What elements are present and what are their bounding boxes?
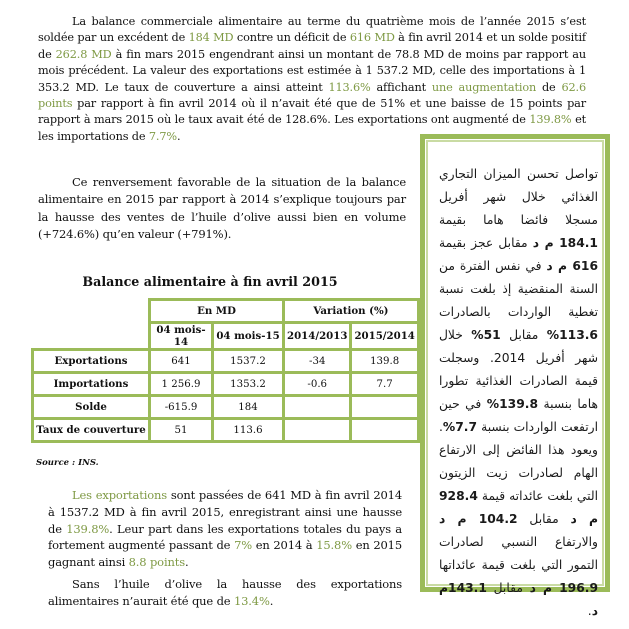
bold-value: 196.9 م د bbox=[529, 581, 599, 595]
table-cell: -0.6 bbox=[284, 373, 351, 396]
arabic-summary-box bbox=[420, 134, 610, 618]
highlight-value: une augmentation bbox=[431, 80, 537, 94]
table-cell: 184 bbox=[213, 396, 284, 419]
highlight-value: 184 MD bbox=[188, 31, 234, 45]
exports-paragraph: Les exportations sont passées de 641 MD à fin avril 2014 à 1537.2 MD à fin avril 2015, enregistrant ainsi une hausse de 139.8%. Leur part dans les exportations totales du pays a fortement augmenté passant de 7% en 2014 à 15.8% en 2015 gagnant ainsi 8.8 points. bbox=[48, 488, 402, 570]
header-2014-2013: 2014/2013 bbox=[284, 323, 351, 350]
table-row bbox=[33, 419, 419, 442]
table-cell: 1537.2 bbox=[213, 350, 284, 373]
header-variation: Variation (%) bbox=[284, 300, 419, 323]
table-cell: -34 bbox=[284, 350, 351, 373]
highlight-value: 262.8 MD bbox=[55, 47, 112, 61]
table-cell bbox=[351, 419, 418, 442]
table-corner-blank bbox=[33, 300, 150, 323]
table-cell: 113.6 bbox=[213, 419, 284, 442]
table-row bbox=[33, 396, 419, 419]
header-2015-2014: 2015/2014 bbox=[351, 323, 418, 350]
table-row bbox=[33, 373, 419, 396]
table-cell: 139.8 bbox=[351, 350, 418, 373]
balance-table bbox=[31, 298, 420, 443]
highlight-value: 7% bbox=[234, 538, 253, 553]
row-label: Exportations bbox=[33, 350, 150, 373]
header-en-md: En MD bbox=[150, 300, 284, 323]
highlight-value: 8.8 points bbox=[128, 555, 185, 570]
bold-value: 184.1 م د bbox=[532, 236, 598, 250]
table-group-header-row bbox=[33, 300, 419, 323]
highlight-value: 139.8% bbox=[66, 521, 110, 536]
table-cell: 641 bbox=[150, 350, 213, 373]
row-label: Taux de couverture bbox=[33, 419, 150, 442]
arabic-summary-text: تواصل تحسن الميزان التجاري الغذائي خلال شهر أفريل مسجلا فائضا هاما بقيمة 184.1 م د مقابل عجز بقيمة 616 م د في نفس الفترة من السنة المنقضية إذ بلغت نسبة تغطية الواردات بالصادرات 113.6% مقابل 51% خلال شهر أفريل 2014. وسجلت قيمة الصادرات الغذائية تطورا هاما بنسبة 139.8% في حين ارتفعت الواردات بنسبة 7.7%. ويعود هذا الفائض إلى الارتفاع الهام لصادرات زيت الزيتون التي بلغت عائداته قيمة 928.4 م د مقابل 104.2 م د والارتفاع النسبي لصادرات التمور التي بلغت قيمة عائداتها 196.9 م د مقابل 143.1م د. bbox=[439, 167, 599, 618]
bold-value: 139.8% bbox=[486, 397, 539, 411]
highlight-value: Les exportations bbox=[72, 488, 168, 502]
table-row bbox=[33, 350, 419, 373]
bold-value: 616 م د bbox=[546, 259, 598, 273]
table-cell: 1353.2 bbox=[213, 373, 284, 396]
bold-value: 104.2 م د bbox=[439, 512, 518, 526]
table-source: Source : INS. bbox=[36, 458, 99, 468]
bold-value: 113.6% bbox=[546, 328, 598, 342]
row-label: Solde bbox=[33, 396, 150, 419]
highlight-value: 616 MD bbox=[349, 31, 395, 45]
table-cell bbox=[284, 396, 351, 419]
highlight-value: 62.6 points bbox=[38, 80, 586, 111]
olive-oil-paragraph: Sans l’huile d’olive la hausse des exportations alimentaires n’aurait été que de 13.4%. bbox=[48, 577, 402, 608]
bold-value: 143.1م د bbox=[439, 581, 598, 618]
table-corner-blank bbox=[33, 323, 150, 350]
bold-value: 928.4 م د bbox=[439, 489, 599, 526]
table-cell bbox=[284, 419, 351, 442]
table-cell: -615.9 bbox=[150, 396, 213, 419]
table-cell bbox=[351, 396, 418, 419]
highlight-value: 7.7% bbox=[148, 129, 177, 143]
table-cell: 7.7 bbox=[351, 373, 418, 396]
explanation-paragraph: Ce renversement favorable de la situation de la balance alimentaire en 2015 par rapport à 2014 s’explique toujours par la hausse des ventes de l’huile d’olive aussi bien en volume (+724.6%) qu’en valeur (+791%). bbox=[38, 175, 406, 241]
intro-paragraph: La balance commerciale alimentaire au terme du quatrième mois de l’année 2015 s’est soldée par un excédent de 184 MD contre un déficit de 616 MD à fin avril 2014 et un solde positif de 262.8 MD à fin mars 2015 engendrant ainsi un montant de 78.8 MD de moins par rapport au mois précédent. La valeur des exportations est estimée à 1 537.2 MD, celle des importations à 1 353.2 MD. Le taux de couverture a ainsi atteint 113.6% affichant une augmentation de 62.6 points par rapport à fin avril 2014 où il n’avait été que de 51% et une baisse de 15 points par rapport à mars 2015 où le taux avait été de 128.6%. Les exportations ont augmenté de 139.8% et les importations de 7.7%. bbox=[38, 15, 587, 143]
highlight-value: 15.8% bbox=[316, 538, 352, 553]
highlight-value: 13.4% bbox=[233, 593, 270, 608]
highlight-value: 113.6% bbox=[328, 80, 371, 94]
table-sub-header-row bbox=[33, 323, 419, 350]
header-04-mois-14: 04 mois-14 bbox=[150, 323, 213, 350]
row-label: Importations bbox=[33, 373, 150, 396]
header-04-mois-15: 04 mois-15 bbox=[213, 323, 284, 350]
table-cell: 51 bbox=[150, 419, 213, 442]
highlight-value: 139.8% bbox=[529, 113, 572, 127]
bold-value: 51% bbox=[471, 328, 501, 342]
bold-value: 7.7% bbox=[442, 420, 478, 434]
table-title: Balance alimentaire à fin avril 2015 bbox=[82, 274, 338, 289]
table-cell: 1 256.9 bbox=[150, 373, 213, 396]
